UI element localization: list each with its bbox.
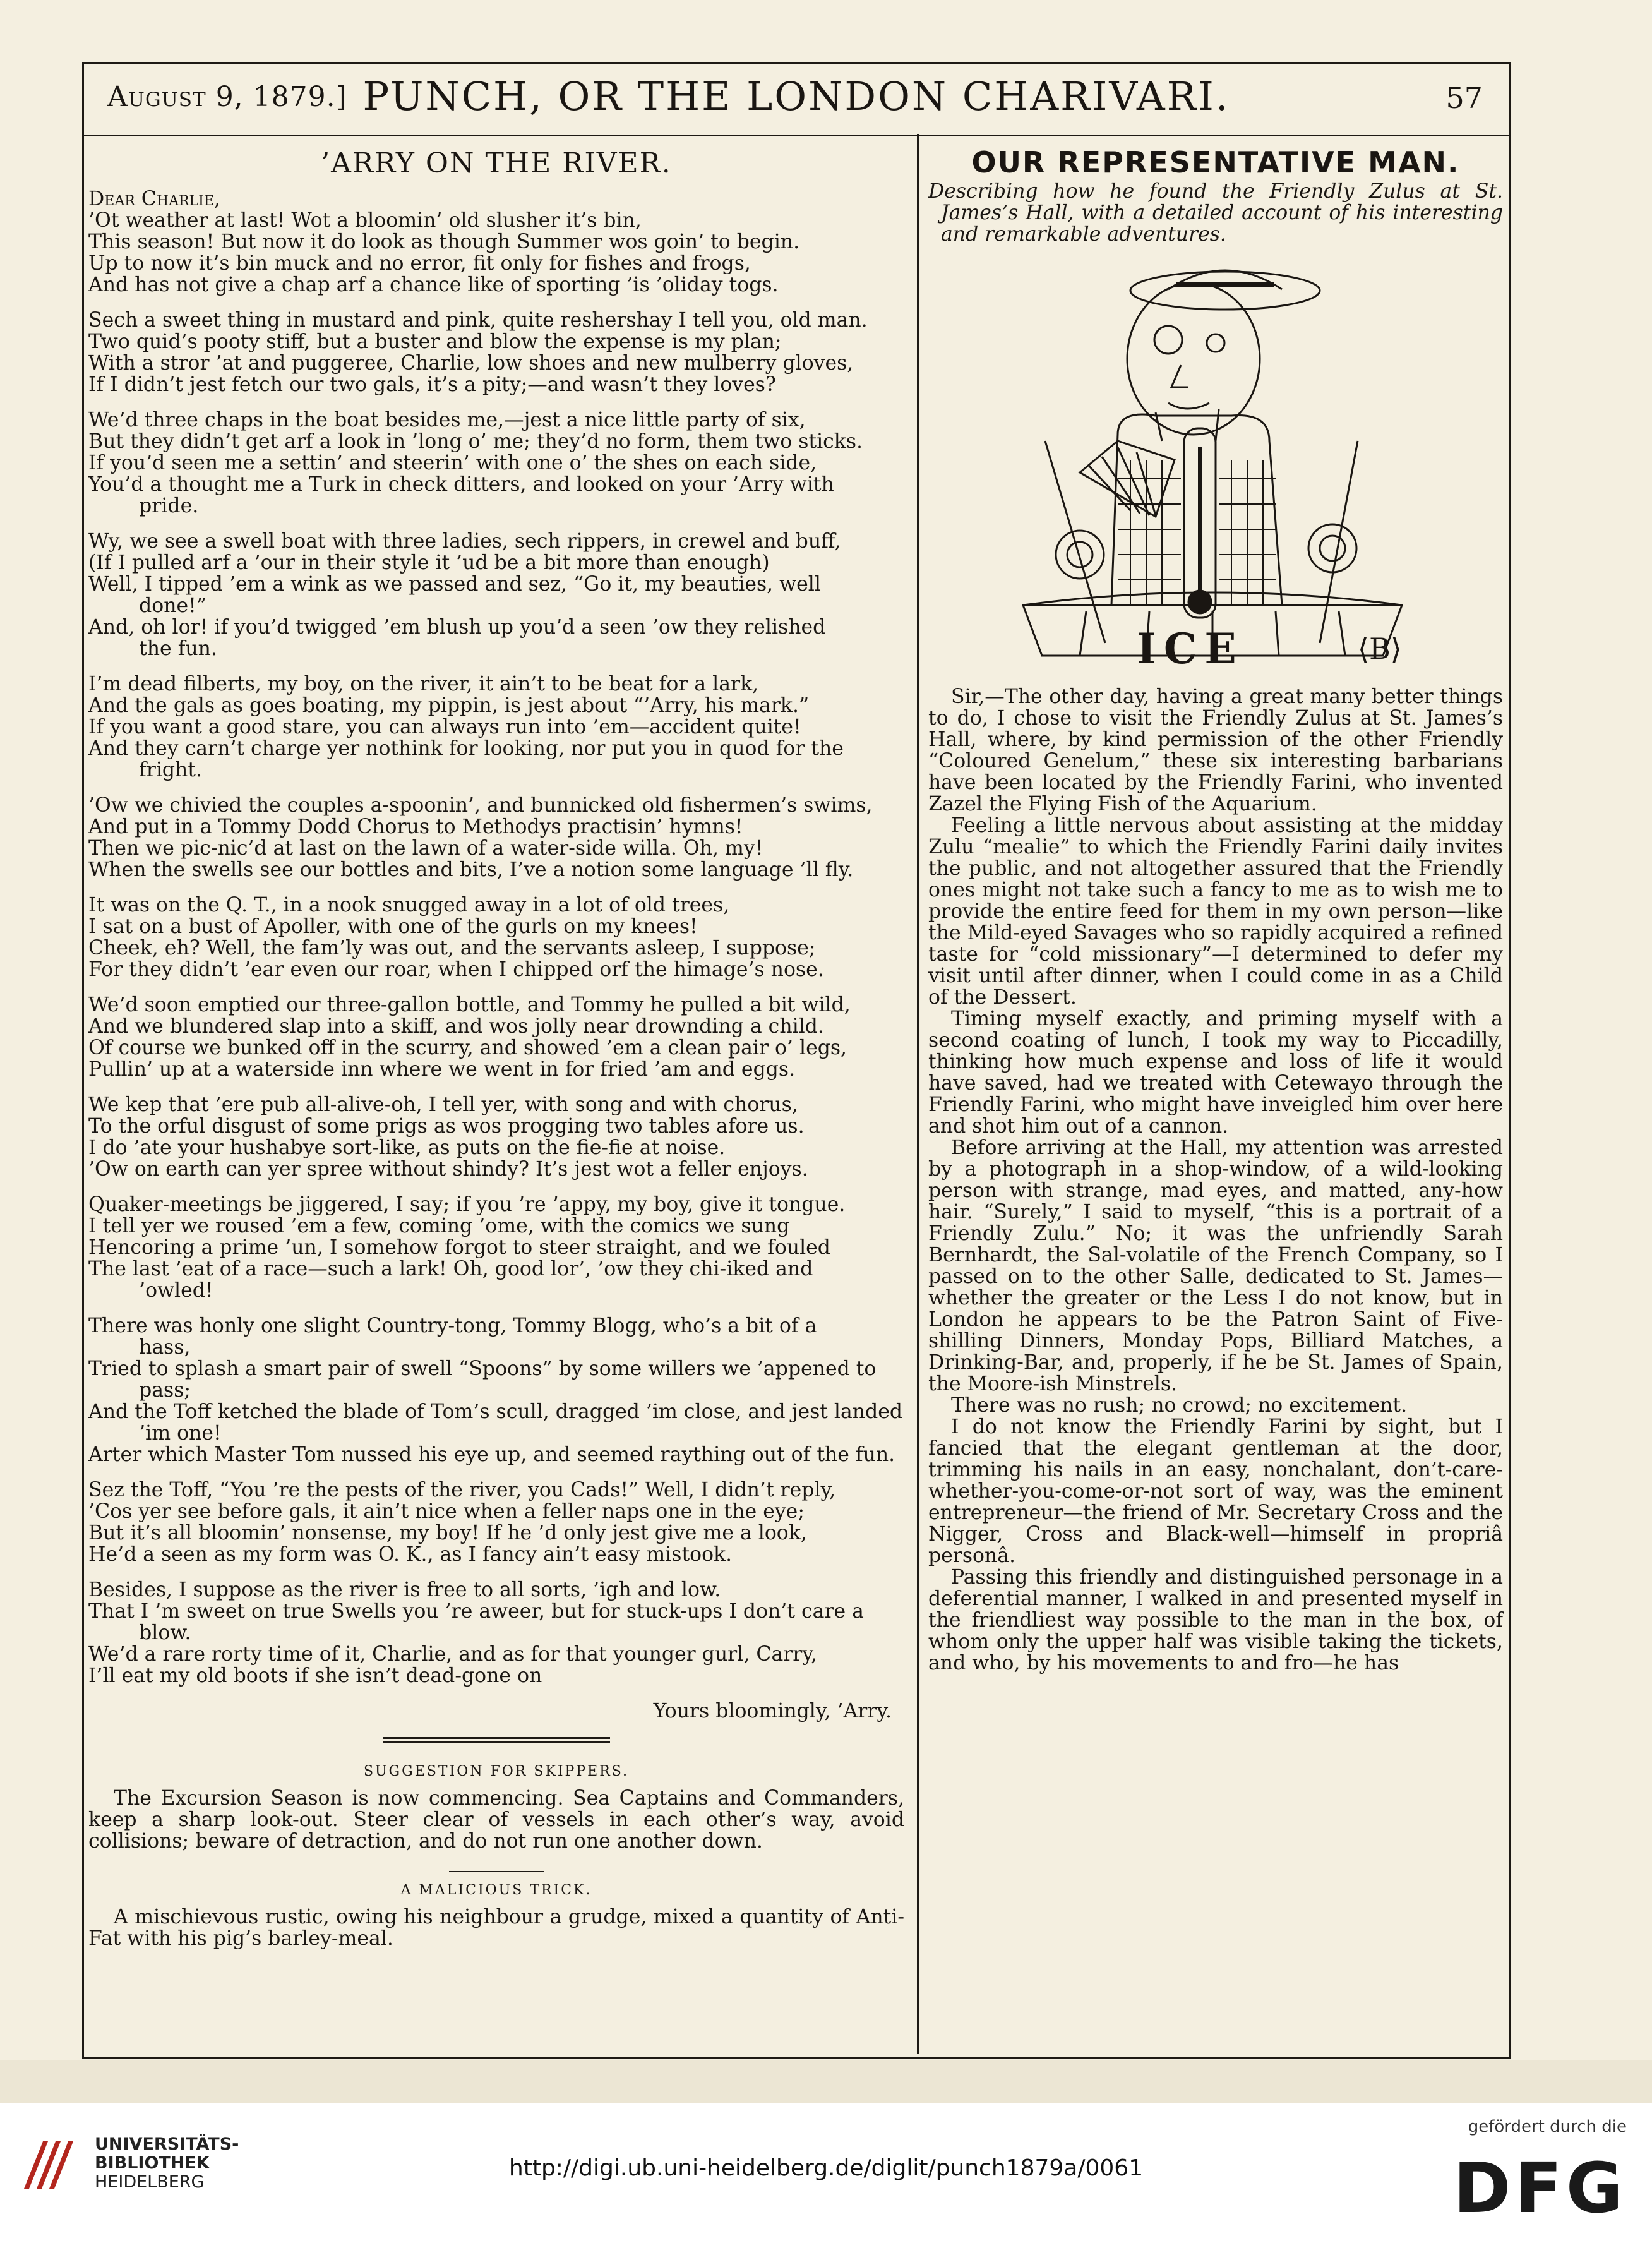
poem-line: fright.	[88, 759, 203, 781]
poem-line: (If I pulled arf a ’our in their style it ’ud be a bit more than enough)	[88, 551, 770, 574]
poem-stanza	[88, 310, 904, 395]
source-url-link[interactable]: http://digi.ub.uni-heidelberg.de/diglit/punch1879a/0061	[508, 2155, 1144, 2181]
poem-salutation: Dear Charlie,	[88, 188, 220, 210]
poem-line: Up to now it’s bin muck and no error, fit only for fishes and frogs,	[88, 252, 751, 275]
poem-line: Arter which Master Tom nussed his eye up, and seemed raything out of the fun.	[88, 1443, 895, 1466]
poem-line: Pullin’ up at a waterside inn where we went in for fried ’am and eggs.	[88, 1058, 796, 1081]
article-intro: Describing how he found the Friendly Zulus at St. James’s Hall, with a detailed account of his interesting and remarkable adventures.	[928, 180, 1503, 246]
trick-heading: A MALICIOUS TRICK.	[400, 1882, 592, 1898]
poem-stanza	[88, 1479, 904, 1565]
poem-line: And has not give a chap arf a chance like of sporting ’is ’oliday togs.	[88, 274, 779, 296]
article-paragraph: Before arriving at the Hall, my attention was arrested by a photograph in a shop-window, of a wild-looking person with strange, mad eyes, and matted, any-how hair. “Surely,” I said to myself, “this is a portrait of a Friendly Zulu.” No; it was the unfriendly Sarah Bernhardt, the Sal-volatile of the French Company, so I passed on to the other Salle, dedicated to St. James—whether the greater or the Less I do not know, but in London he appears to be the Patron Saint of Five-shilling Dinners, Monday Pops, Billiard Matches, a Drinking-Bar, and, properly, if he be St. James of Spain, the Moore-ish Minstrels.	[928, 1136, 1503, 1395]
page-margin	[0, 2060, 1652, 2103]
poem-line: And the Toff ketched the blade of Tom’s scull, dragged ’im close, and jest landed	[88, 1400, 903, 1423]
poem-line: Quaker-meetings be jiggered, I say; if you ’re ’appy, my boy, give it tongue.	[88, 1193, 846, 1216]
poem-line: He’d a seen as my form was O. K., as I fancy ain’t easy mistook.	[88, 1543, 733, 1566]
skippers-heading: SUGGESTION FOR SKIPPERS.	[363, 1764, 630, 1779]
poem-line: When the swells see our bottles and bits, I’ve a notion some language ’ll fly.	[88, 858, 854, 881]
poem-line: That I ’m sweet on true Swells you ’re aweer, but for stuck-ups I don’t care a	[88, 1600, 864, 1623]
poem-line: blow.	[88, 1621, 191, 1644]
poem-stanza	[88, 894, 904, 980]
poem-signoff: Yours bloomingly, ’Arry.	[653, 1700, 892, 1723]
poem-line: And we blundered slap into a skiff, and wos jolly near drownding a child.	[88, 1015, 824, 1038]
poem-line: It was on the Q. T., in a nook snugged away in a lot of old trees,	[88, 894, 730, 917]
article-paragraph: Sir,—The other day, having a great many better things to do, I chose to visit the Friendly Zulus at St. James’s Hall, where, by kind permission of the other Friendly “Coloured Genelum,” these six interesting barbarians have been located by the Friendly Farini, who invented Zazel the Flying Fish of the Aquarium.	[928, 685, 1503, 815]
poem-line: ’Ot weather at last! Wot a bloomin’ old slusher it’s bin,	[88, 209, 642, 232]
cartoon-caption: ICE	[1137, 624, 1244, 673]
poem-line: done!”	[88, 594, 206, 617]
poem-stanza	[88, 531, 904, 659]
issue-date: August 9, 1879.]	[107, 81, 347, 113]
artist-monogram: ⟨B⟩	[1358, 632, 1402, 666]
library-line: UNIVERSITÄTS-	[95, 2134, 239, 2154]
poem-line: If you want a good stare, you can always run into ’em—accident quite!	[88, 716, 801, 738]
poem-line: Then we pic-nic’d at last on the lawn of a water-side willa. Oh, my!	[88, 837, 763, 860]
poem-line: And the gals as goes boating, my pippin, is jest about “’Arry, his mark.”	[88, 694, 810, 717]
poem-line: But it’s all bloomin’ nonsense, my boy! If he ’d only jest give me a look,	[88, 1522, 807, 1544]
poem-stanza	[88, 795, 904, 881]
library-line: HEIDELBERG	[95, 2172, 205, 2192]
poem-line: We’d a rare rorty time of it, Charlie, and as for that younger gurl, Carry,	[88, 1643, 817, 1666]
article-paragraph: There was no rush; no crowd; no excitement.	[951, 1394, 1408, 1417]
poem-line: If I didn’t jest fetch our two gals, it’s a pity;—and wasn’t they loves?	[88, 373, 776, 396]
poem-line: ’Ow on earth can yer spree without shindy? It’s jest wot a feller enjoys.	[88, 1158, 808, 1181]
poem-stanza	[88, 1579, 904, 1687]
section-rule	[449, 1871, 544, 1872]
poem-line: ’owled!	[88, 1279, 213, 1302]
poem-line: With a stror ’at and puggeree, Charlie, low shoes and new mulberry gloves,	[88, 352, 854, 375]
poem-line: I’ll eat my old boots if she isn’t dead-gone on	[88, 1664, 542, 1687]
poem-line: Cheek, eh? Well, the fam’ly was out, and the servants asleep, I suppose;	[88, 937, 816, 959]
column-rule	[917, 134, 919, 2054]
poem-stanza	[88, 1315, 904, 1465]
poem-line: I do ’ate your hushabye sort-like, as puts on the fie-fie at noise.	[88, 1136, 726, 1159]
poem-line: Besides, I suppose as the river is free to all sorts, ’igh and low.	[88, 1578, 721, 1601]
article-paragraph: Feeling a little nervous about assisting at the midday Zulu “mealie” to which the Friendly Farini daily invites the public, and not altogether assured that the Friendly ones might not take such a fancy to me as to wish me to provide the entire feed for them in my own person—like the Mild-eyed Savages who so rapidly acquired a refined taste for “cold missionary”—I determined to defer my visit until after dinner, when I could come in as a Child of the Dessert.	[928, 814, 1503, 1009]
library-line: BIBLIOTHEK	[95, 2153, 210, 2173]
poem-line: ’Ow we chivied the couples a-spoonin’, and bunnicked old fishermen’s swims,	[88, 794, 873, 817]
poem-line: Hencoring a prime ’un, I somehow forgot to steer straight, and we fouled	[88, 1236, 830, 1259]
digitization-footer	[0, 2103, 1652, 2255]
poem-line: ’im one!	[88, 1422, 222, 1445]
page-number: 57	[1446, 81, 1483, 115]
poem-line: There was honly one slight Country-tong, Tommy Blogg, who’s a bit of a	[88, 1314, 817, 1337]
poem-stanza	[88, 409, 904, 517]
poem-line: Well, I tipped ’em a wink as we passed and sez, “Go it, my beauties, well	[88, 573, 821, 596]
poem-line: I tell yer we roused ’em a few, coming ’ome, with the comics we sung	[88, 1215, 790, 1237]
poem-line: We’d three chaps in the boat besides me,—jest a nice little party of six,	[88, 409, 806, 431]
poem-line: Wy, we see a swell boat with three ladies, sech rippers, in crewel and buff,	[88, 530, 841, 553]
poem-title: ’ARRY ON THE RIVER.	[321, 147, 672, 179]
poem-line: Tried to splash a smart pair of swell “Spoons” by some willers we ’appened to	[88, 1357, 877, 1380]
poem-line: I sat on a bust of Apoller, with one of the gurls on my knees!	[88, 915, 698, 938]
poem-line: And, oh lor! if you’d twigged ’em blush up you’d a seen ’ow they relished	[88, 616, 826, 639]
poem-line: We’d soon emptied our three-gallon bottle, and Tommy he pulled a bit wild,	[88, 994, 851, 1016]
poem-line: pass;	[88, 1379, 191, 1402]
poem-line: And they carn’t charge yer nothink for looking, nor put you in quod for the	[88, 737, 844, 760]
poem-line: the fun.	[88, 637, 217, 660]
poem-line: But they didn’t get arf a look in ’long o’ me; they’d no form, them two sticks.	[88, 430, 863, 453]
poem-line: This season! But now it do look as though Summer wos goin’ to begin.	[88, 231, 800, 253]
article-paragraph: Timing myself exactly, and priming myself with a second coating of lunch, I took my way to Piccadilly, thinking how much expense and loss of life it would have saved, had we treated with Cetewayo through the Friendly Farini, who might have inveigled him over here and shot him out of a cannon.	[928, 1007, 1503, 1138]
right-column	[928, 147, 1503, 1674]
article-body	[928, 686, 1503, 1674]
poem-line: ’Cos yer see before gals, it ain’t nice when a feller naps one in the eye;	[88, 1500, 805, 1523]
periodical-title: PUNCH, OR THE LONDON CHARIVARI.	[362, 73, 1230, 119]
poem-line: For they didn’t ’ear even our roar, when I chipped orf the himage’s nose.	[88, 958, 824, 981]
cartoon-drawing	[928, 251, 1497, 681]
poem-line: The last ’eat of a race—such a lark! Oh, good lor’, ’ow they chi-iked and	[88, 1258, 813, 1280]
poem-line: We kep that ’ere pub all-alive-oh, I tell yer, with song and with chorus,	[88, 1093, 798, 1116]
poem-line: Sech a sweet thing in mustard and pink, quite reshershay I tell you, old man.	[88, 309, 868, 332]
dfg-logo: DFG	[1453, 2148, 1627, 2228]
poem-line: You’d a thought me a Turk in check ditters, and looked on your ’Arry with	[88, 473, 834, 496]
poem-stanzas	[88, 210, 904, 1687]
poem-stanza	[88, 1094, 904, 1180]
left-column	[88, 147, 904, 1956]
article-paragraph: I do not know the Friendly Farini by sight, but I fancied that the elegant gentleman at the door, trimming his nails in an easy, nonchalant, don’t-care-whether-you-come-or-not sort of way, was the eminent entrepreneur—the friend of Mr. Secretary Cross and the Nigger, Cross and Black-well—himself in propriâ personâ.	[928, 1416, 1503, 1567]
poem-line: Of course we bunked off in the scurry, and showed ’em a clean pair o’ legs,	[88, 1037, 847, 1059]
poem-line: pride.	[88, 495, 199, 517]
double-rule	[383, 1737, 610, 1743]
poem-line: If you’d seen me a settin’ and steerin’ with one o’ the shes on each side,	[88, 452, 817, 474]
poem-stanza	[88, 673, 904, 781]
poem-line: And put in a Tommy Dodd Chorus to Methodys practisin’ hymns!	[88, 815, 743, 838]
poem-line: Sez the Toff, “You ’re the pests of the river, you Cads!” Well, I didn’t reply,	[88, 1479, 836, 1501]
poem-line: To the orful disgust of some prigs as wos progging two tables afore us.	[88, 1115, 805, 1138]
poem-stanza	[88, 210, 904, 296]
poem-line: Two quid’s pooty stiff, but a buster and blow the expense is my plan;	[88, 330, 782, 353]
article-title: OUR REPRESENTATIVE MAN.	[971, 145, 1460, 179]
poem-line: hass,	[88, 1336, 191, 1359]
skippers-text: The Excursion Season is now commencing. Sea Captains and Commanders, keep a sharp look-out. Steer clear of vessels in each other’s way, avoid collisions; beware of detraction, and do not run one another down.	[88, 1787, 904, 1853]
funded-by-label: gefördert durch die	[1468, 2117, 1627, 2136]
zulu-cartoon-illustration	[928, 251, 1497, 681]
poem-line: I’m dead filberts, my boy, on the river, it ain’t to be beat for a lark,	[88, 673, 759, 695]
trick-text: A mischievous rustic, owing his neighbour a grudge, mixed a quantity of Anti-Fat with his pig’s barley-meal.	[88, 1906, 904, 1950]
poem-stanza	[88, 1194, 904, 1301]
article-paragraph: Passing this friendly and distinguished personage in a deferential manner, I walked in and presented myself in the friendliest way possible to the man in the box, of whom only the upper half was visible taking the tickets, and who, by his movements to and fro—he has	[928, 1566, 1503, 1675]
page-header	[82, 62, 1511, 136]
poem-stanza	[88, 994, 904, 1080]
